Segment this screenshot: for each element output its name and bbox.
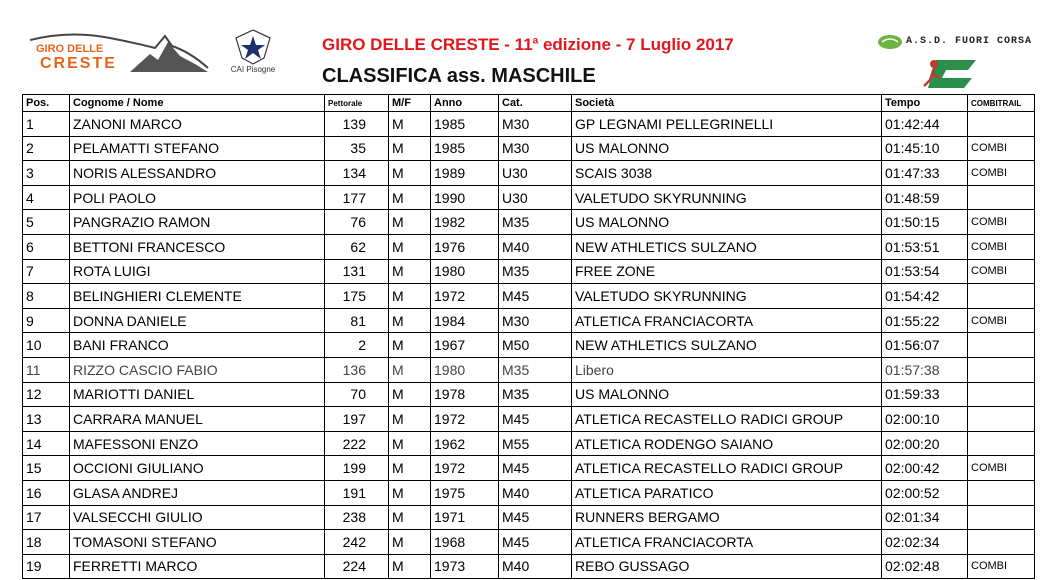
cell-year: 1989 [431,161,499,186]
cell-time: 01:59:33 [882,382,968,407]
table-row [23,136,1035,161]
cell-pos: 10 [23,333,70,358]
cell-bib: 139 [325,112,389,137]
cell-cat: U30 [499,185,572,210]
cell-time: 01:57:38 [882,357,968,382]
cell-year: 1982 [431,210,499,235]
cell-combi: COMBI [968,210,1035,235]
cell-name: RIZZO CASCIO FABIO [70,357,325,382]
cell-year: 1972 [431,456,499,481]
cell-club: VALETUDO SKYRUNNING [572,185,882,210]
cell-sex: M [389,234,431,259]
cell-year: 1968 [431,530,499,555]
cell-bib: 35 [325,136,389,161]
cell-sex: M [389,530,431,555]
cell-year: 1990 [431,185,499,210]
cell-sex: M [389,505,431,530]
cell-club: VALETUDO SKYRUNNING [572,284,882,309]
cell-combi: COMBI [968,136,1035,161]
cell-sex: M [389,161,431,186]
table-row [23,480,1035,505]
cell-cat: M45 [499,407,572,432]
cell-pos: 1 [23,112,70,137]
cell-pos: 4 [23,185,70,210]
table-row [23,505,1035,530]
cell-sex: M [389,333,431,358]
cell-year: 1975 [431,480,499,505]
table-row [23,431,1035,456]
cell-club: US MALONNO [572,136,882,161]
cell-bib: 238 [325,505,389,530]
logo-text-1: GIRO DELLE [36,43,104,55]
cell-club: US MALONNO [572,210,882,235]
cell-cat: M30 [499,136,572,161]
cell-name: MARIOTTI DANIEL [70,382,325,407]
cell-club: ATLETICA PARATICO [572,480,882,505]
cell-time: 01:56:07 [882,333,968,358]
cell-bib: 134 [325,161,389,186]
cell-club: ATLETICA RECASTELLO RADICI GROUP [572,456,882,481]
cell-name: PELAMATTI STEFANO [70,136,325,161]
cell-sex: M [389,456,431,481]
cell-time: 02:02:34 [882,530,968,555]
cell-sex: M [389,185,431,210]
cell-time: 02:00:10 [882,407,968,432]
cell-bib: 177 [325,185,389,210]
cell-club: SCAIS 3038 [572,161,882,186]
cell-combi [968,112,1035,137]
cell-year: 1962 [431,431,499,456]
cell-name: FERRETTI MARCO [70,554,325,579]
cell-time: 01:55:22 [882,308,968,333]
cell-sex: M [389,112,431,137]
cell-bib: 191 [325,480,389,505]
cell-year: 1972 [431,407,499,432]
leaf-icon [878,35,902,49]
cell-name: VALSECCHI GIULIO [70,505,325,530]
cell-time: 01:47:33 [882,161,968,186]
cell-name: BANI FRANCO [70,333,325,358]
cell-time: 02:00:20 [882,431,968,456]
cell-pos: 12 [23,382,70,407]
page-title: GIRO DELLE CRESTE - 11$^a$ edizione - 7 Luglio 2017 [322,35,734,54]
cell-name: CARRARA MANUEL [70,407,325,432]
cell-sex: M [389,357,431,382]
cell-club: REBO GUSSAGO [572,554,882,579]
cell-name: ROTA LUIGI [70,259,325,284]
cell-sex: M [389,554,431,579]
cell-cat: M45 [499,284,572,309]
header-club: Società [572,95,882,112]
cell-time: 02:01:34 [882,505,968,530]
cell-pos: 2 [23,136,70,161]
cell-name: ZANONI MARCO [70,112,325,137]
cell-pos: 14 [23,431,70,456]
cell-pos: 13 [23,407,70,432]
cell-sex: M [389,308,431,333]
cai-star-icon [226,28,280,66]
cell-bib: 62 [325,234,389,259]
cell-pos: 19 [23,554,70,579]
cell-name: NORIS ALESSANDRO [70,161,325,186]
cell-bib: 131 [325,259,389,284]
cell-pos: 15 [23,456,70,481]
header-name: Cognome / Nome [70,95,325,112]
header-year: Anno [431,95,499,112]
cell-cat: M40 [499,554,572,579]
runner-icon [930,60,938,68]
cell-sex: M [389,136,431,161]
page-subtitle: CLASSIFICA ass. MASCHILE [322,65,596,87]
cell-bib: 70 [325,382,389,407]
table-row [23,234,1035,259]
cell-year: 1967 [431,333,499,358]
cell-combi: COMBI [968,456,1035,481]
cell-club: GP LEGNAMI PELLEGRINELLI [572,112,882,137]
cell-sex: M [389,210,431,235]
cell-pos: 5 [23,210,70,235]
results-table [22,94,1035,579]
table-row [23,554,1035,579]
cell-club: Libero [572,357,882,382]
table-row [23,284,1035,309]
table-row [23,382,1035,407]
cell-year: 1980 [431,259,499,284]
cell-club: ATLETICA FRANCIACORTA [572,530,882,555]
cell-name: BELINGHIERI CLEMENTE [70,284,325,309]
cell-club: FREE ZONE [572,259,882,284]
cell-sex: M [389,284,431,309]
table-row [23,185,1035,210]
cell-pos: 3 [23,161,70,186]
cell-club: ATLETICA FRANCIACORTA [572,308,882,333]
cai-label: CAI Pisogne [230,65,276,74]
cell-combi [968,407,1035,432]
cell-pos: 17 [23,505,70,530]
cell-name: DONNA DANIELE [70,308,325,333]
cell-bib: 199 [325,456,389,481]
cell-name: BETTONI FRANCESCO [70,234,325,259]
cell-time: 01:42:44 [882,112,968,137]
cell-combi [968,357,1035,382]
cell-bib: 2 [325,333,389,358]
cell-cat: M45 [499,456,572,481]
cell-cat: M50 [499,333,572,358]
cell-bib: 76 [325,210,389,235]
table-row [23,357,1035,382]
cell-cat: M40 [499,234,572,259]
cell-time: 02:00:52 [882,480,968,505]
cell-year: 1985 [431,112,499,137]
cell-bib: 175 [325,284,389,309]
cell-year: 1972 [431,284,499,309]
cell-pos: 16 [23,480,70,505]
cell-time: 01:54:42 [882,284,968,309]
table-row [23,456,1035,481]
cell-name: PANGRAZIO RAMON [70,210,325,235]
cell-sex: M [389,259,431,284]
table-row [23,161,1035,186]
cell-cat: M35 [499,357,572,382]
table-row [23,407,1035,432]
header-bib: Pettorale [325,95,389,112]
cell-pos: 9 [23,308,70,333]
header-sex: M/F [389,95,431,112]
header-pos: Pos. [23,95,70,112]
cell-combi: COMBI [968,259,1035,284]
cell-cat: M35 [499,259,572,284]
cai-logo [226,28,280,78]
table-row [23,210,1035,235]
cell-combi [968,382,1035,407]
cell-bib: 136 [325,357,389,382]
cell-club: NEW ATHLETICS SULZANO [572,333,882,358]
table-row [23,333,1035,358]
cell-combi: COMBI [968,554,1035,579]
cell-year: 1985 [431,136,499,161]
cell-bib: 242 [325,530,389,555]
cell-year: 1971 [431,505,499,530]
cell-club: US MALONNO [572,382,882,407]
cell-year: 1980 [431,357,499,382]
logo-text-2: CRESTE [40,55,117,72]
cell-time: 01:48:59 [882,185,968,210]
cell-year: 1973 [431,554,499,579]
cell-cat: M30 [499,308,572,333]
cell-cat: M45 [499,505,572,530]
cell-year: 1984 [431,308,499,333]
cell-year: 1976 [431,234,499,259]
cell-pos: 7 [23,259,70,284]
cell-club: ATLETICA RODENGO SAIANO [572,431,882,456]
header-time: Tempo [882,95,968,112]
cell-bib: 222 [325,431,389,456]
cell-combi: COMBI [968,161,1035,186]
header-cat: Cat. [499,95,572,112]
cell-year: 1978 [431,382,499,407]
cell-combi [968,284,1035,309]
cell-bib: 224 [325,554,389,579]
cell-sex: M [389,480,431,505]
cell-pos: 18 [23,530,70,555]
cell-time: 01:45:10 [882,136,968,161]
cell-cat: M30 [499,112,572,137]
cell-combi: COMBI [968,234,1035,259]
cell-time: 01:53:51 [882,234,968,259]
cell-sex: M [389,431,431,456]
cell-cat: U30 [499,161,572,186]
cell-combi [968,505,1035,530]
giro-delle-creste-logo [30,28,210,78]
cell-sex: M [389,407,431,432]
cell-club: NEW ATHLETICS SULZANO [572,234,882,259]
cell-name: TOMASONI STEFANO [70,530,325,555]
asd-text: A.S.D. FUORI CORSA [906,36,1033,47]
cell-name: GLASA ANDREJ [70,480,325,505]
cell-combi [968,333,1035,358]
cell-cat: M35 [499,210,572,235]
cell-club: ATLETICA RECASTELLO RADICI GROUP [572,407,882,432]
asd-fuori-corsa-logo [876,30,1036,92]
cell-combi: COMBI [968,308,1035,333]
cell-cat: M45 [499,530,572,555]
cell-combi [968,530,1035,555]
header-combi: COMBITRAIL [968,95,1035,112]
cell-cat: M55 [499,431,572,456]
cell-bib: 81 [325,308,389,333]
cell-sex: M [389,382,431,407]
cell-bib: 197 [325,407,389,432]
cell-cat: M35 [499,382,572,407]
cell-pos: 6 [23,234,70,259]
table-row [23,112,1035,137]
cell-time: 02:00:42 [882,456,968,481]
cell-cat: M40 [499,480,572,505]
cell-pos: 11 [23,357,70,382]
cell-time: 02:02:48 [882,554,968,579]
cell-combi [968,480,1035,505]
cell-time: 01:50:15 [882,210,968,235]
table-row [23,308,1035,333]
cell-name: POLI PAOLO [70,185,325,210]
cell-time: 01:53:54 [882,259,968,284]
table-row [23,530,1035,555]
table-row [23,259,1035,284]
cell-name: MAFESSONI ENZO [70,431,325,456]
cell-combi [968,185,1035,210]
cell-combi [968,431,1035,456]
cell-club: RUNNERS BERGAMO [572,505,882,530]
table-header-row [23,95,1035,112]
cell-pos: 8 [23,284,70,309]
cell-name: OCCIONI GIULIANO [70,456,325,481]
